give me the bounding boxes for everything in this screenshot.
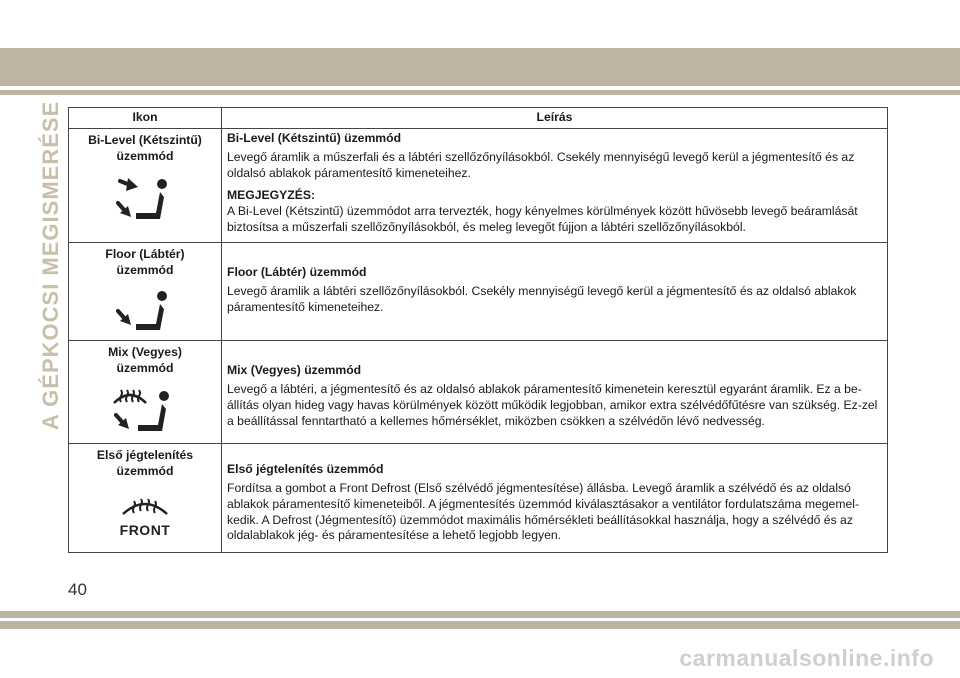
footer-band-2 (0, 621, 960, 629)
mode-description: Levegő áramlik a lábtéri szellőzőnyílásokból. Csekély mennyiségű levegő kerül a jégmentesítő és az oldalsó ablakok páramentesítő kimeneteihez. (227, 283, 857, 314)
icon-cell (69, 341, 222, 444)
mode-label-line2: üzemmód (116, 360, 174, 375)
table-row (69, 341, 888, 444)
header-rule (0, 90, 960, 95)
icon-cell (69, 243, 222, 341)
table-row (69, 243, 888, 341)
footer-band (0, 611, 960, 618)
mode-label-line2: üzemmód (116, 463, 174, 478)
description-cell (222, 128, 888, 242)
mode-label-line2: üzemmód (116, 148, 174, 163)
note-text: A Bi-Level (Kétszintű) üzemmódot arra tervezték, hogy kényelmes körülmények között hűvösebb levegő beáramlását biztosítsa a műszerfali szellőzőnyílásokból, és meleg levegőt fújjon a lábtéri szellőzőnyílásokból. (227, 204, 858, 235)
note-title: MEGJEGYZÉS: (227, 188, 316, 203)
mode-description: Fordítsa a gombot a Front Defrost (Első szélvédő jégmentesítése) állásba. Levegő áramlik a szélvédő és az oldalsó ablakok páramentesítő kimeneteiből. A jégmentesítés üzemmód kiválasztásakor a ventilátor fordulatszáma megemel-kedik. A Defrost (Jégmentesítő) üzemmódot maximális hőmérsékleti beállításokkal használja, hogy a szélvédő és az oldalablakok jég- és páramentesítése a lehető legjobb legyen. (227, 480, 860, 543)
mode-label-line1: Floor (Lábtér) (105, 247, 185, 262)
icon-cell (69, 444, 222, 553)
description-cell (222, 341, 888, 444)
mode-label-line1: Első jégtelenítés (96, 448, 194, 463)
mode-title: Első jégtelenítés üzemmód (227, 462, 384, 477)
mix-mode-icon (112, 385, 178, 437)
description-cell (222, 243, 888, 341)
mode-label-line1: Mix (Vegyes) (108, 345, 182, 360)
mode-title: Bi-Level (Kétszintű) üzemmód (227, 130, 402, 145)
column-header-description: Leírás (222, 108, 888, 129)
front-icon-text: FRONT (119, 521, 171, 538)
mode-title: Mix (Vegyes) üzemmód (227, 363, 362, 378)
watermark-text: carmanualsonline.info (679, 645, 934, 671)
floor-mode-icon (114, 291, 176, 335)
mode-label-line1: Bi-Level (Kétszintű) (88, 132, 202, 147)
front-defrost-icon (115, 490, 175, 540)
icon-cell (69, 128, 222, 242)
mode-title: Floor (Lábtér) üzemmód (227, 265, 367, 280)
mode-description: Levegő áramlik a műszerfali és a lábtéri szellőzőnyílásokból. Csekély mennyiségű levegő kerül a jégmentesítő és az oldalsó ablakok páramentesítő kimeneteihez. (227, 149, 855, 180)
page-number: 40 (68, 580, 87, 599)
climate-modes-table (68, 107, 888, 553)
section-side-title: A GÉPKOCSI MEGISMERÉSE (38, 100, 63, 430)
header-band (0, 48, 960, 86)
mode-description: Levegő a lábtéri, a jégmentesítő és az oldalsó ablakok páramentesítő kimenetein keresztül egyaránt áramlik. Ez a be-állítás olyan hideg vagy havas körülmények között működik legjobban, amikor extra szélvédőfűtésre van szükség. Ez-zel a beállítással fenntartható a kellemes hőmérséklet, miközben csökken a szélvédőn lévő nedvesség. (227, 381, 878, 428)
table-row (69, 444, 888, 553)
mode-label-line2: üzemmód (116, 262, 174, 277)
table-header-row (69, 108, 888, 129)
description-cell (222, 444, 888, 553)
table-row (69, 128, 888, 242)
column-header-icon: Ikon (69, 108, 222, 129)
bi-level-mode-icon (114, 175, 176, 225)
